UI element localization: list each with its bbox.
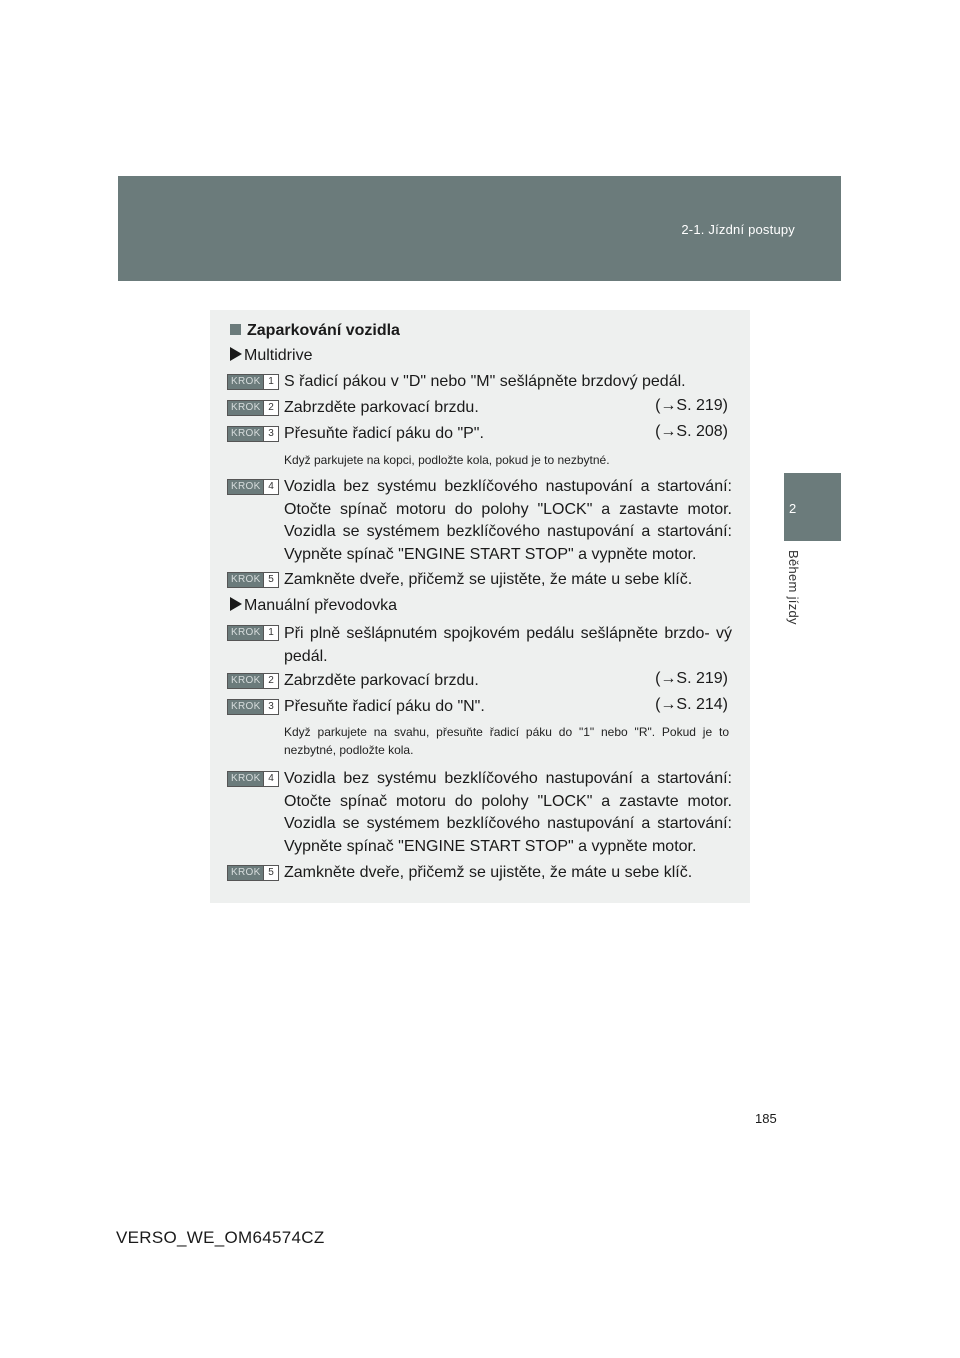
subheading-multidrive: Multidrive: [230, 347, 312, 365]
page-reference: (→S. 219): [655, 670, 728, 687]
step-badge: KROK 5: [227, 572, 279, 588]
page-number: 185: [755, 1111, 777, 1126]
step-badge: KROK 5: [227, 865, 279, 881]
step-badge: KROK 2: [227, 673, 279, 689]
step-text: Vozidla bez systému bezklíčového nastupování a startování: Otočte spínač motoru do polohy "LOCK" a zastavte motor. Vozidla se systémem bezklíčového nastupování a startování: Vypněte spínač "ENGINE START STOP" a vypněte motor.: [284, 770, 732, 855]
step-text: Přesuňte řadicí páku do "P".: [284, 425, 484, 442]
step-badge: KROK 4: [227, 771, 279, 787]
page-reference: (→S. 214): [655, 696, 728, 713]
step-text: Zamkněte dveře, přičemž se ujistěte, že máte u sebe klíč.: [284, 864, 693, 881]
step-text: S řadicí pákou v "D" nebo "M" sešlápněte brzdový pedál.: [284, 373, 686, 390]
step-text: Zabrzděte parkovací brzdu.: [284, 399, 479, 416]
step-badge: KROK 3: [227, 699, 279, 715]
step-text: Přesuňte řadicí páku do "N".: [284, 698, 485, 715]
chapter-tab-number: 2: [789, 501, 797, 516]
square-bullet-icon: [230, 324, 241, 335]
step-badge: KROK 4: [227, 479, 279, 495]
section-title: Zaparkování vozidla: [230, 322, 400, 340]
document-code: VERSO_WE_OM64574CZ: [116, 1228, 325, 1247]
step-note: Když parkujete na kopci, podložte kola, pokud je to nezbytné.: [284, 453, 610, 467]
subheading-manual: Manuální převodovka: [230, 597, 397, 615]
step-badge: KROK 2: [227, 400, 279, 416]
page-reference: (→S. 219): [655, 397, 728, 414]
triangle-bullet-icon: [230, 347, 242, 361]
step-note: Když parkujete na svahu, přesuňte řadicí páku do "1" nebo "R". Pokud je to nezbytné, podložte kola.: [284, 725, 729, 757]
page-reference: (→S. 208): [655, 423, 728, 440]
chapter-tab-label: Během jízdy: [786, 550, 801, 625]
step-text: Při plně sešlápnutém spojkovém pedálu sešlápněte brzdo- vý pedál.: [284, 625, 732, 665]
triangle-bullet-icon: [230, 597, 242, 611]
step-badge: KROK 3: [227, 426, 279, 442]
step-badge: KROK 1: [227, 374, 279, 390]
chapter-header-band: [118, 176, 841, 281]
section-heading: 2-1. Jízdní postupy: [681, 222, 795, 237]
step-badge: KROK 1: [227, 625, 279, 641]
step-text: Zamkněte dveře, přičemž se ujistěte, že máte u sebe klíč.: [284, 571, 693, 588]
step-text: Vozidla bez systému bezklíčového nastupování a startování: Otočte spínač motoru do polohy "LOCK" a zastavte motor. Vozidla se systémem bezklíčového nastupování a startování: Vypněte spínač "ENGINE START STOP" a vypněte motor.: [284, 478, 732, 563]
step-text: Zabrzděte parkovací brzdu.: [284, 672, 479, 689]
content-panel: [210, 310, 750, 903]
